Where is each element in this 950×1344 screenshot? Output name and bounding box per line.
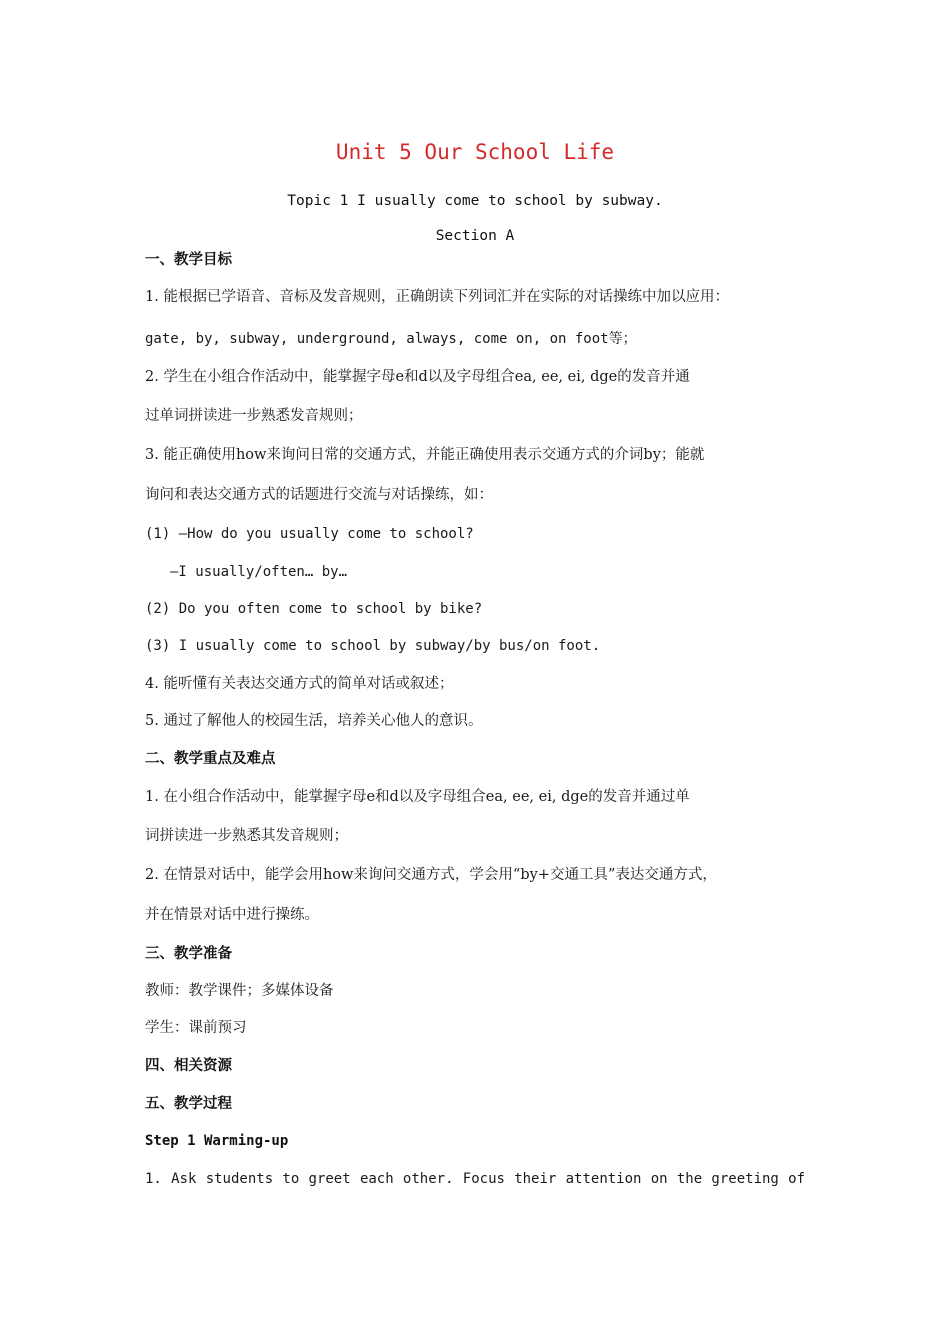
example-2: (2) Do you often come to school by bike? bbox=[145, 601, 483, 617]
key-point-2-line-1: 2. 在情景对话中，能学会用how来询问交通方式，学会用“by+交通工具”表达交通方式， bbox=[145, 867, 717, 883]
topic-title: Topic 1 I usually come to school by subway. bbox=[287, 193, 663, 209]
goal-2-line-1: 2. 学生在小组合作活动中，能掌握字母e和d以及字母组合ea, ee, ei, dge的发音并通 bbox=[145, 369, 690, 385]
key-point-2-line-2: 并在情景对话中进行操练。 bbox=[145, 907, 319, 923]
document-title: Unit 5 Our School Life bbox=[335, 140, 615, 164]
heading-teaching-goals: 一、教学目标 bbox=[145, 251, 232, 268]
heading-key-points: 二、教学重点及难点 bbox=[145, 750, 276, 767]
preparation-students: 学生：课前预习 bbox=[145, 1020, 247, 1036]
example-1: (1) —How do you usually come to school? bbox=[145, 526, 474, 542]
goal-5: 5. 通过了解他人的校园生活，培养关心他人的意识。 bbox=[145, 713, 483, 729]
goal-4: 4. 能听懂有关表达交通方式的简单对话或叙述； bbox=[145, 676, 454, 692]
goal-1-line-1: 1. 能根据已学语音、音标及发音规则，正确朗读下列词汇并在实际的对话操练中加以应用： bbox=[145, 289, 729, 305]
heading-resources: 四、相关资源 bbox=[145, 1057, 232, 1074]
section-title: Section A bbox=[435, 228, 515, 244]
example-1-answer: —I usually/often… by… bbox=[170, 564, 348, 580]
goal-2-line-2: 过单词拼读进一步熟悉发音规则； bbox=[145, 408, 363, 424]
goal-3-line-2: 询问和表达交通方式的话题进行交流与对话操练，如： bbox=[145, 487, 493, 503]
goal-3-line-1: 3. 能正确使用how来询问日常的交通方式，并能正确使用表示交通方式的介词by；能就 bbox=[145, 447, 705, 463]
preparation-teacher: 教师：教学课件；多媒体设备 bbox=[145, 983, 334, 999]
example-3: (3) I usually come to school by subway/by bus/on foot. bbox=[145, 638, 601, 654]
goal-1-line-2: gate, by, subway, underground, always, come on, on foot等； bbox=[145, 331, 637, 347]
step-1-item-1: 1. Ask students to greet each other. Focus their attention on the greeting of bbox=[145, 1171, 805, 1187]
step-1-title: Step 1 Warming-up bbox=[145, 1133, 289, 1149]
key-point-1-line-2: 词拼读进一步熟悉其发音规则； bbox=[145, 828, 348, 844]
heading-preparation: 三、教学准备 bbox=[145, 945, 232, 962]
key-point-1-line-1: 1. 在小组合作活动中，能掌握字母e和d以及字母组合ea, ee, ei, dge的发音并通过单 bbox=[145, 789, 690, 805]
heading-teaching-process: 五、教学过程 bbox=[145, 1095, 232, 1112]
